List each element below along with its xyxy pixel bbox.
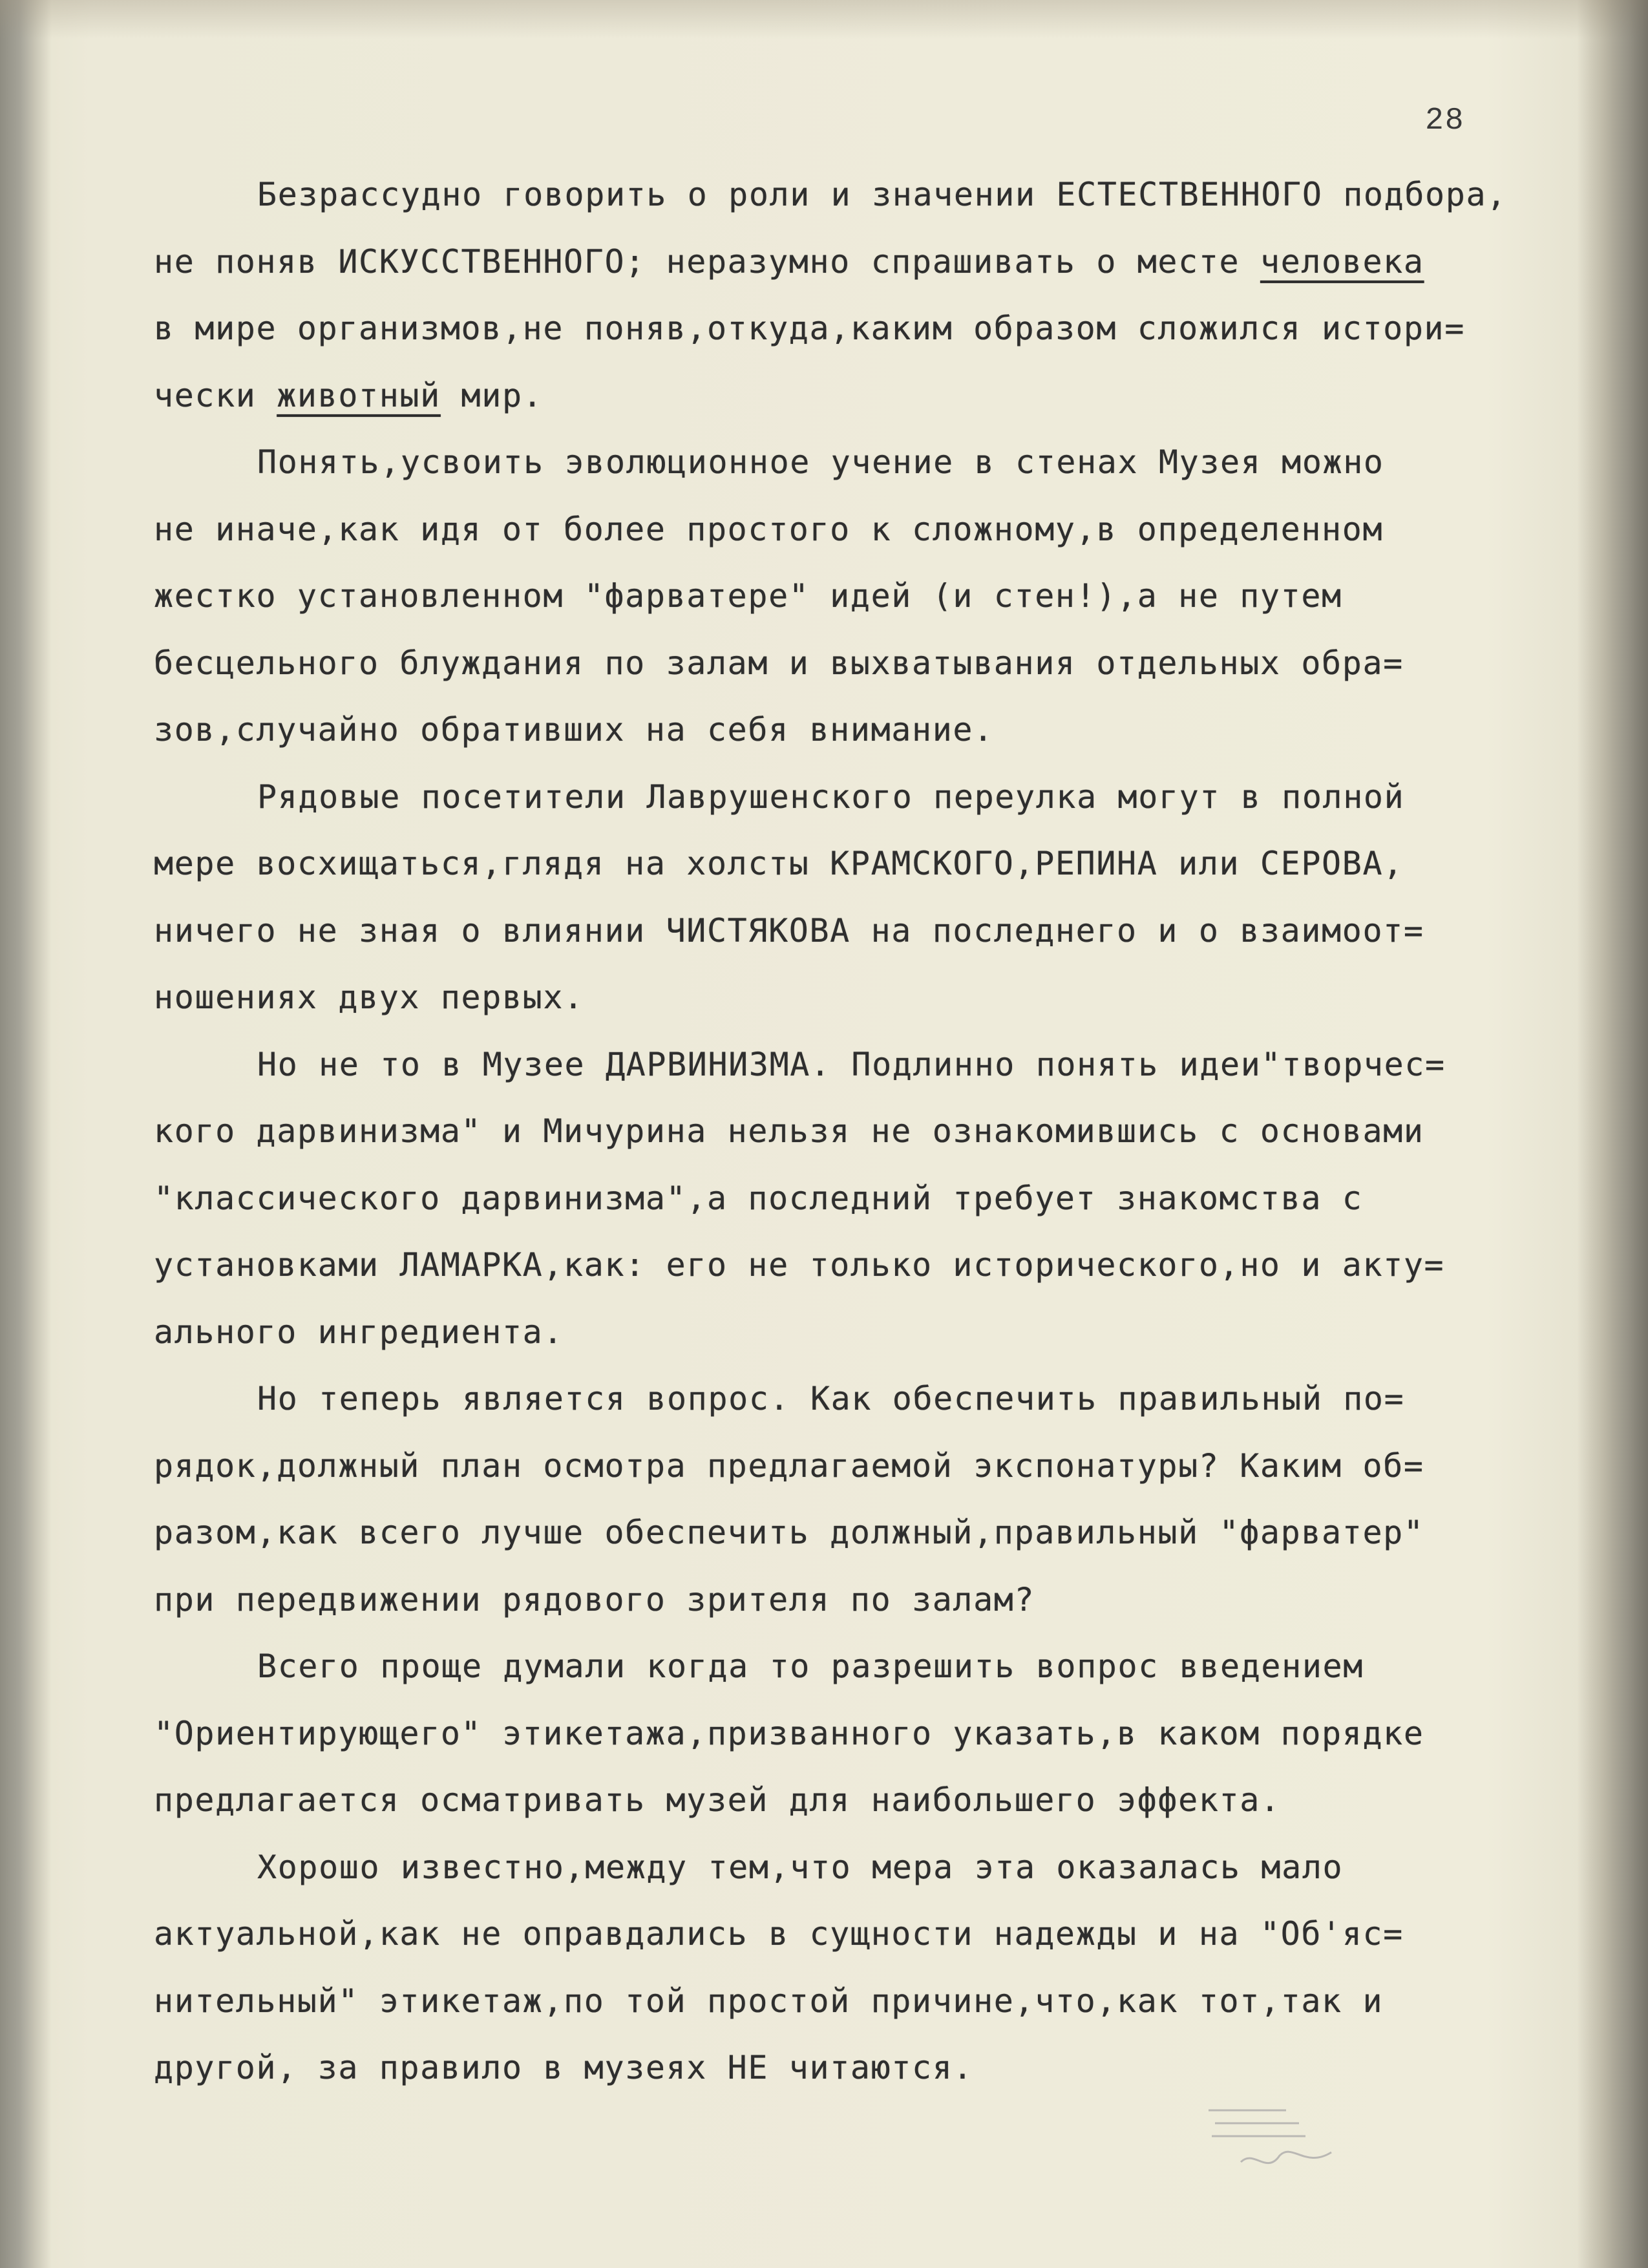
text-segment: мере восхищаться,глядя на холсты КРАМСКОГО,РЕПИНА или СЕРОВА, bbox=[154, 845, 1404, 882]
paragraph bbox=[154, 1366, 1517, 1633]
text-line bbox=[154, 1232, 1517, 1299]
text-line bbox=[154, 295, 1517, 363]
paragraph bbox=[154, 1834, 1517, 2102]
text-line bbox=[154, 1299, 1517, 1366]
text-segment: кого дарвинизма" и Мичурина нельзя не ознакомившись с основами bbox=[154, 1112, 1424, 1150]
text-line bbox=[154, 1500, 1517, 1567]
sheet-edge bbox=[1577, 0, 1648, 2268]
text-line bbox=[154, 831, 1517, 898]
text-segment: Рядовые посетители Лаврушенского переулка могут в полной bbox=[257, 778, 1405, 816]
text-segment: зов,случайно обративших на себя внимание. bbox=[154, 711, 994, 748]
text-line bbox=[154, 764, 1517, 831]
text-segment: предлагается осматривать музей для наибольшего эффекта. bbox=[154, 1781, 1281, 1819]
text-line bbox=[154, 229, 1517, 296]
paragraph bbox=[154, 162, 1517, 429]
text-segment: в мире организмов,не поняв,откуда,каким образом сложился истори= bbox=[154, 310, 1465, 347]
text-segment: другой, за правило в музеях НЕ читаются. bbox=[154, 2049, 974, 2086]
text-line bbox=[154, 1032, 1517, 1099]
text-segment: бесцельного блуждания по залам и выхватывания отдельных обра= bbox=[154, 644, 1404, 682]
text-line bbox=[154, 1165, 1517, 1233]
text-line bbox=[154, 429, 1517, 496]
text-segment: не иначе,как идя от более простого к сложному,в определенном bbox=[154, 510, 1384, 548]
text-segment: Всего проще думали когда то разрешить вопрос введением bbox=[257, 1648, 1364, 1685]
text-segment: не поняв ИСКУССТВЕННОГО; неразумно спрашивать о месте bbox=[154, 242, 1260, 281]
text-line bbox=[154, 1767, 1517, 1834]
text-segment: ничего не зная о влиянии ЧИСТЯКОВА на последнего и о взаимоот= bbox=[154, 911, 1424, 949]
text-segment: Безрассудно говорить о роли и значении ЕСТЕСТВЕННОГО подбора, bbox=[257, 176, 1507, 213]
text-line bbox=[154, 1633, 1517, 1701]
underlined-word: животный bbox=[277, 376, 441, 414]
page-number: 28 bbox=[1425, 103, 1465, 138]
paragraph bbox=[154, 764, 1517, 1032]
text-segment: ального ингредиента. bbox=[154, 1313, 564, 1351]
text-line bbox=[154, 363, 1517, 430]
text-line bbox=[154, 1901, 1517, 1968]
top-shadow bbox=[0, 0, 1648, 39]
text-line bbox=[154, 563, 1517, 630]
text-segment: Понять,усвоить эволюционное учение в стенах Музея можно bbox=[257, 443, 1384, 481]
typewritten-text bbox=[154, 162, 1517, 2102]
text-segment: жестко установленном "фарватере" идей (и стен!),а не путем bbox=[154, 577, 1342, 615]
text-line bbox=[154, 1098, 1517, 1165]
text-line bbox=[154, 898, 1517, 965]
text-segment: Но теперь является вопрос. Как обеспечить правильный по= bbox=[257, 1380, 1405, 1417]
text-line bbox=[154, 964, 1517, 1032]
text-line bbox=[154, 630, 1517, 697]
text-segment: чески bbox=[154, 376, 277, 414]
text-segment: мир. bbox=[440, 376, 544, 414]
text-segment: рядок,должный план осмотра предлагаемой экспонатуры? Каким об= bbox=[154, 1447, 1424, 1485]
text-line bbox=[154, 1968, 1517, 2035]
text-line bbox=[154, 697, 1517, 764]
text-segment: нительный" этикетаж,по той простой причине,что,как тот,так и bbox=[154, 1982, 1384, 2020]
paragraph bbox=[154, 1032, 1517, 1366]
text-line bbox=[154, 1834, 1517, 1902]
text-segment: установками ЛАМАРКА,как: его не только исторического,но и акту= bbox=[154, 1246, 1445, 1284]
text-line bbox=[154, 1366, 1517, 1433]
text-segment: "классического дарвинизма",а последний требует знакомства с bbox=[154, 1179, 1363, 1217]
text-segment: при передвижении рядового зрителя по залам? bbox=[154, 1580, 1035, 1618]
paragraph bbox=[154, 429, 1517, 764]
underlined-word: человека bbox=[1260, 242, 1424, 281]
text-line bbox=[154, 1701, 1517, 1768]
text-line bbox=[154, 1433, 1517, 1500]
text-line bbox=[154, 162, 1517, 229]
text-line bbox=[154, 496, 1517, 564]
text-segment: ношениях двух первых. bbox=[154, 979, 584, 1016]
text-segment: "Ориентирующего" этикетажа,призванного указать,в каком порядке bbox=[154, 1714, 1424, 1752]
text-segment: актуальной,как не оправдались в сущности надежды и на "Об'яс= bbox=[154, 1915, 1404, 1953]
archive-stamp bbox=[1202, 2091, 1357, 2188]
text-segment: разом,как всего лучше обеспечить должный,правильный "фарватер" bbox=[154, 1514, 1424, 1551]
text-segment: Но не то в Музее ДАРВИНИЗМА. Подлинно понять идеи"творчес= bbox=[257, 1045, 1446, 1083]
text-segment: Хорошо известно,между тем,что мера эта оказалась мало bbox=[257, 1848, 1344, 1886]
text-line bbox=[154, 1567, 1517, 1634]
paragraph bbox=[154, 1633, 1517, 1834]
